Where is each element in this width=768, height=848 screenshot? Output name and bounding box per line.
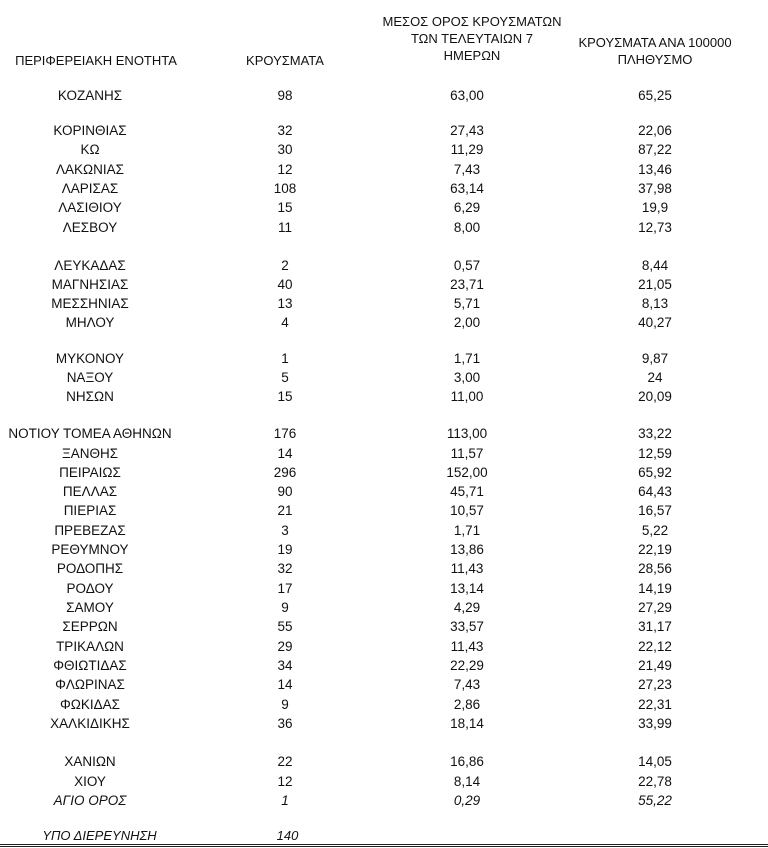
avg7-cell: 3,00 [453,370,481,385]
table-row [0,368,768,387]
region-cell: ΤΡΙΚΑΛΩΝ [56,639,124,654]
region-cell: ΧΑΝΙΩΝ [64,754,116,769]
region-cell: ΠΙΕΡΙΑΣ [63,503,117,518]
avg7-cell: 11,43 [450,639,484,654]
per100k-cell: 87,22 [638,142,672,157]
region-cell: ΠΕΙΡΑΙΩΣ [59,465,121,480]
avg7-cell: 8,14 [453,774,481,789]
per100k-cell: 33,99 [638,716,672,731]
region-cell: ΞΑΝΘΗΣ [61,446,119,461]
header-region: ΠΕΡΙΦΕΡΕΙΑΚΗ ΕΝΟΤΗΤΑ [15,53,177,68]
table-row [0,294,768,313]
per100k-cell: 27,29 [638,600,672,615]
cases-cell: 17 [277,581,293,596]
per100k-cell: 31,17 [638,619,672,634]
region-cell: ΜΕΣΣΗΝΙΑΣ [51,296,129,311]
region-cell: ΛΕΥΚΑΔΑΣ [54,258,126,273]
avg7-cell: 11,43 [450,561,484,576]
table-row [0,313,768,332]
avg7-cell: 0,29 [453,793,481,808]
region-cell: ΠΕΛΛΑΣ [62,484,118,499]
avg7-cell: 113,00 [446,426,488,441]
cases-cell: 15 [277,389,293,404]
cases-cell: 14 [277,677,293,692]
footer-cases: 140 [276,828,299,843]
region-cell: ΦΛΩΡΙΝΑΣ [55,677,125,692]
cases-cell: 40 [277,277,293,292]
per100k-cell: 65,25 [638,88,672,103]
avg7-cell: 6,29 [453,200,481,215]
avg7-cell: 11,29 [450,142,484,157]
header-per-100k: ΚΡΟΥΣΜΑΤΑ ΑΝΑ 100000 ΠΛΗΘΥΣΜΟ [578,35,732,67]
table-row [0,675,768,694]
cases-cell: 30 [277,142,293,157]
cases-cell: 108 [273,181,297,196]
per100k-cell: 16,57 [638,503,672,518]
table-row [0,791,768,810]
region-cell: ΝΟΤΙΟΥ ΤΟΜΕΑ ΑΘΗΝΩΝ [8,426,172,441]
per100k-cell: 22,19 [638,542,672,557]
table-row [0,559,768,578]
avg7-cell: 2,00 [453,315,481,330]
table-row [0,772,768,791]
avg7-cell: 4,29 [453,600,481,615]
avg7-cell: 23,71 [450,277,484,292]
cases-cell: 19 [277,542,293,557]
table-row [0,387,768,406]
per100k-cell: 12,59 [638,446,672,461]
cases-cell: 14 [277,446,293,461]
per100k-cell: 64,43 [638,484,672,499]
cases-cell: 1 [281,351,289,366]
avg7-cell: 0,57 [453,258,481,273]
per100k-cell: 8,44 [641,258,669,273]
avg7-cell: 10,57 [450,503,484,518]
region-cell: ΜΗΛΟΥ [65,315,115,330]
table-row [0,482,768,501]
table-row [0,179,768,198]
per100k-cell: 14,19 [638,581,672,596]
table-row [0,275,768,294]
avg7-cell: 27,43 [450,123,484,138]
avg7-cell: 11,00 [450,389,484,404]
avg7-cell: 2,86 [453,697,481,712]
avg7-cell: 18,14 [450,716,484,731]
avg7-cell: 152,00 [446,465,488,480]
per100k-cell: 33,22 [638,426,672,441]
table-row [0,598,768,617]
avg7-cell: 16,86 [450,754,484,769]
table-row [0,444,768,463]
avg7-cell: 7,43 [453,162,481,177]
avg7-cell: 1,71 [453,523,481,538]
cases-cell: 90 [277,484,293,499]
region-cell: ΣΑΜΟΥ [66,600,114,615]
cases-cell: 36 [277,716,293,731]
region-cell: ΦΩΚΙΔΑΣ [60,697,120,712]
footer-rule-bottom [0,846,768,847]
table-row [0,86,768,105]
per100k-cell: 21,05 [638,277,672,292]
table-row [0,160,768,179]
per100k-cell: 22,31 [638,697,672,712]
per100k-cell: 55,22 [638,793,672,808]
avg7-cell: 13,86 [450,542,484,557]
table-row [0,140,768,159]
avg7-cell: 7,43 [453,677,481,692]
table-row [0,501,768,520]
cases-cell: 1 [281,793,289,808]
per100k-cell: 8,13 [641,296,669,311]
region-cell: ΜΑΓΝΗΣΙΑΣ [51,277,129,292]
region-cell: ΡΕΘΥΜΝΟΥ [51,542,129,557]
header-cases: ΚΡΟΥΣΜΑΤΑ [246,53,324,68]
region-cell: ΚΟΡΙΝΘΙΑΣ [53,123,127,138]
cases-cell: 32 [277,561,293,576]
cases-cell: 22 [277,754,293,769]
table-row [0,695,768,714]
table-row [0,714,768,733]
cases-cell: 4 [281,315,289,330]
avg7-cell: 1,71 [453,351,481,366]
per100k-cell: 5,22 [641,523,669,538]
per100k-cell: 22,78 [638,774,672,789]
avg7-cell: 33,57 [450,619,484,634]
region-cell: ΡΟΔΟΠΗΣ [56,561,124,576]
region-cell: ΚΩ [80,142,100,157]
per100k-cell: 12,73 [638,220,672,235]
region-cell: ΚΟΖΑΝΗΣ [57,88,123,103]
cases-cell: 32 [277,123,293,138]
region-cell: ΝΗΣΩΝ [66,389,114,404]
region-cell: ΣΕΡΡΩΝ [62,619,118,634]
region-cell: ΛΑΡΙΣΑΣ [61,181,119,196]
table-row [0,198,768,217]
avg7-cell: 13,14 [450,581,484,596]
region-cell: ΜΥΚΟΝΟΥ [55,351,125,366]
region-cell: ΡΟΔΟΥ [66,581,114,596]
table-row [0,463,768,482]
cases-cell: 3 [281,523,289,538]
cases-cell: 12 [277,774,293,789]
avg7-cell: 11,57 [450,446,484,461]
table-row [0,540,768,559]
avg7-cell: 63,14 [450,181,484,196]
cases-cell: 5 [281,370,289,385]
region-cell: ΑΓΙΟ ΟΡΟΣ [53,793,127,808]
per100k-cell: 24 [647,370,663,385]
cases-cell: 2 [281,258,289,273]
avg7-cell: 22,29 [450,658,484,673]
per100k-cell: 20,09 [638,389,672,404]
footer-row [0,826,768,845]
table-row [0,521,768,540]
table-row [0,752,768,771]
region-cell: ΝΑΞΟΥ [66,370,114,385]
per100k-cell: 22,06 [638,123,672,138]
cases-cell: 55 [277,619,293,634]
region-cell: ΧΑΛΚΙΔΙΚΗΣ [50,716,130,731]
table-row [0,579,768,598]
per100k-cell: 40,27 [638,315,672,330]
cases-cell: 29 [277,639,293,654]
per100k-cell: 27,23 [638,677,672,692]
table-row [0,349,768,368]
cases-cell: 176 [273,426,297,441]
cases-cell: 13 [277,296,293,311]
cases-cell: 9 [281,697,289,712]
region-cell: ΛΕΣΒΟΥ [62,220,118,235]
region-cell: ΛΑΚΩΝΙΑΣ [56,162,124,177]
per100k-cell: 19,9 [641,200,669,215]
per100k-cell: 65,92 [638,465,672,480]
per100k-cell: 22,12 [638,639,672,654]
header-avg-7-days: ΜΕΣΟΣ ΟΡΟΣ ΚΡΟΥΣΜΑΤΩΝ ΤΩΝ ΤΕΛΕΥΤΑΙΩΝ 7 ΗΜΕΡΩΝ [382,14,562,63]
cases-cell: 9 [281,600,289,615]
avg7-cell: 8,00 [453,220,481,235]
region-cell: ΠΡΕΒΕΖΑΣ [54,523,126,538]
table-row [0,656,768,675]
table-row [0,424,768,443]
table-row [0,218,768,237]
footer-rule-top [0,844,768,845]
table-row [0,256,768,275]
cases-cell: 34 [277,658,293,673]
table-row [0,637,768,656]
cases-cell: 11 [277,220,292,235]
per100k-cell: 9,87 [641,351,669,366]
region-cell: ΦΘΙΩΤΙΔΑΣ [53,658,127,673]
cases-cell: 21 [277,503,293,518]
cases-cell: 296 [273,465,297,480]
per100k-cell: 13,46 [638,162,672,177]
avg7-cell: 45,71 [450,484,484,499]
per100k-cell: 14,05 [638,754,672,769]
region-cell: ΧΙΟΥ [74,774,106,789]
per100k-cell: 21,49 [638,658,672,673]
per100k-cell: 37,98 [638,181,672,196]
region-cell: ΛΑΣΙΘΙΟΥ [58,200,122,215]
table-row [0,617,768,636]
avg7-cell: 63,00 [450,88,484,103]
cases-cell: 98 [277,88,293,103]
cases-cell: 12 [277,162,293,177]
avg7-cell: 5,71 [453,296,481,311]
cases-cell: 15 [277,200,293,215]
table-row [0,121,768,140]
footer-label: ΥΠΟ ΔΙΕΡΕΥΝΗΣΗ [42,828,157,843]
per100k-cell: 28,56 [638,561,672,576]
